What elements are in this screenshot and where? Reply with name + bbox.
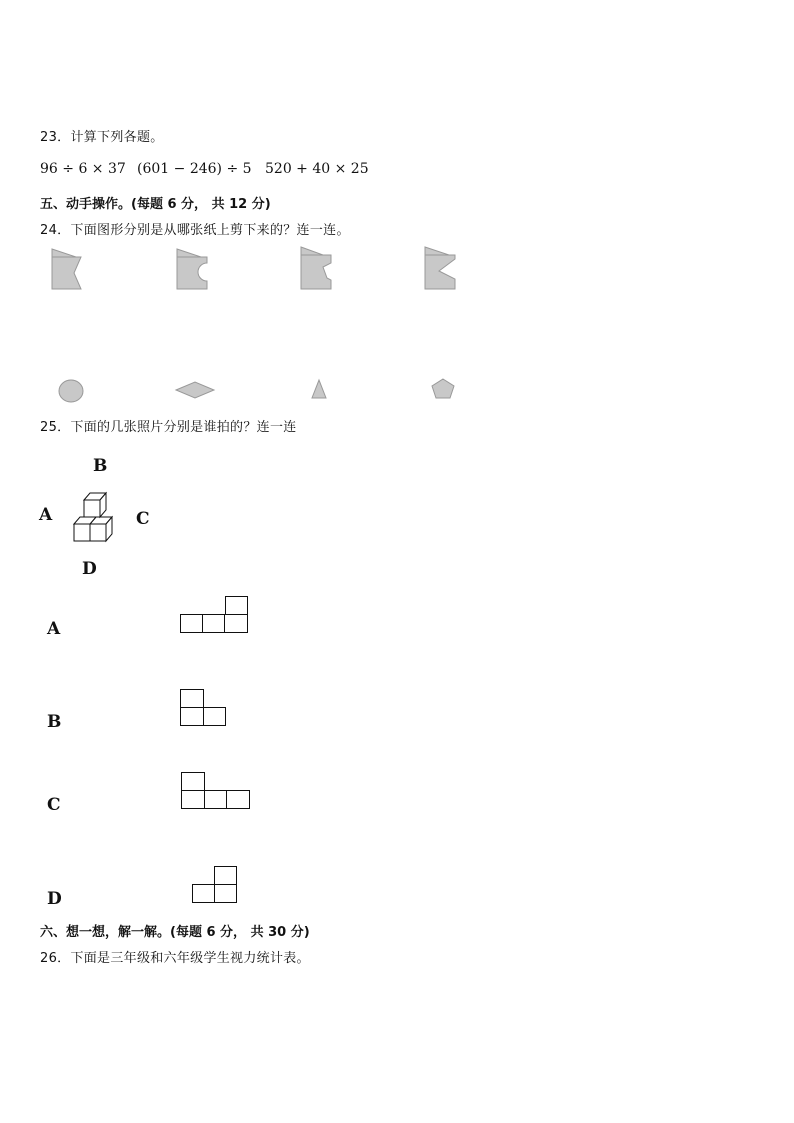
circle-shape: [57, 378, 85, 404]
photo-d-view: [192, 866, 242, 906]
q23-expression-3: 520 + 40 × 25: [265, 161, 369, 177]
q24-title: 24．下面图形分别是从哪张纸上剪下来的？连一连。: [40, 223, 350, 238]
photo-c-view: [181, 772, 253, 810]
q25-title: 25．下面的几张照片分别是谁拍的？连一连: [40, 420, 297, 435]
folded-paper-3: [297, 245, 335, 291]
q26-title: 26．下面是三年级和六年级学生视力统计表。: [40, 951, 310, 966]
photo-b-view: [180, 689, 230, 727]
photo-label-b: B: [47, 712, 62, 732]
q23-expression-2: (601 − 246) ÷ 5: [137, 161, 252, 177]
pentagon-shape: [430, 377, 456, 401]
photo-label-c: C: [47, 795, 61, 815]
photo-label-d: D: [47, 889, 62, 909]
folded-paper-1: [48, 247, 84, 291]
folded-paper-2: [173, 247, 211, 291]
viewer-label-right: C: [136, 509, 150, 529]
section-6-heading: 六、想一想，解一解。(每题 6 分， 共 30 分): [40, 925, 310, 940]
photo-a-view: [180, 596, 250, 634]
section-5-heading: 五、动手操作。(每题 6 分， 共 12 分): [40, 197, 271, 212]
cube-stack-figure: [70, 490, 122, 544]
q23-expression-1: 96 ÷ 6 × 37: [40, 161, 126, 177]
folded-paper-4: [421, 245, 459, 291]
q23-title: 23．计算下列各题。: [40, 130, 164, 145]
photo-label-a: A: [47, 619, 61, 639]
viewer-label-left: A: [39, 505, 53, 525]
viewer-label-bottom: D: [82, 559, 97, 579]
viewer-label-top: B: [93, 456, 108, 476]
rhombus-shape: [174, 380, 216, 400]
triangle-shape: [309, 378, 329, 400]
